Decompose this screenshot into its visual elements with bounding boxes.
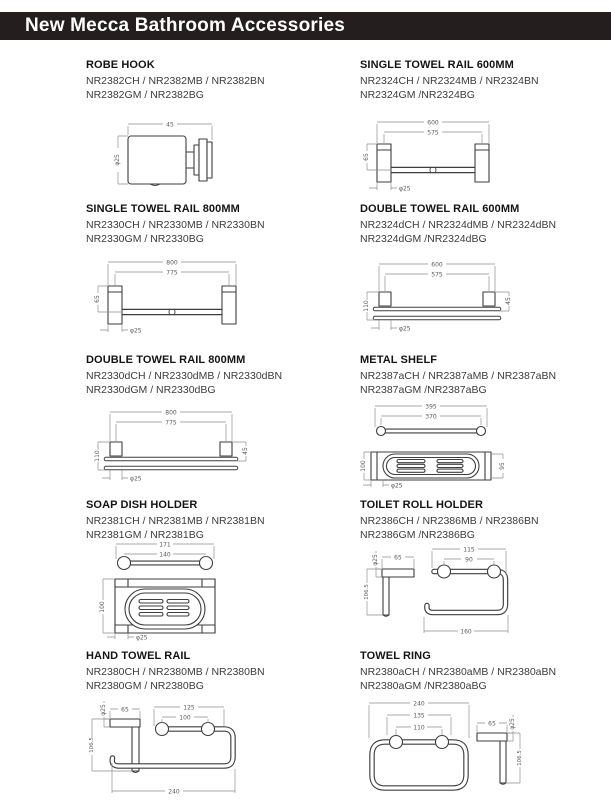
- dim-label-height: 45: [505, 297, 512, 305]
- product-codes-line1: NR2380aCH / NR2380aMB / NR2380aBN: [360, 666, 557, 678]
- product-cell-single-towel-rail-600: [360, 59, 611, 102]
- dim-label-projection: 65: [488, 720, 496, 728]
- product-codes-line1: NR2330CH / NR2330MB / NR2330BN: [86, 219, 265, 231]
- product-codes-line1: NR2330dCH / NR2330dMB / NR2330dBN: [86, 370, 283, 382]
- toilet-roll-holder-drawing: [360, 537, 512, 641]
- dim-label-diameter: φ25: [509, 718, 516, 730]
- dim-label-overall: 395: [425, 403, 437, 411]
- towel-ring-drawing: [357, 693, 525, 805]
- product-cell-towel-ring: [360, 650, 611, 693]
- product-codes-line2: NR2386GM /NR2386BG: [360, 529, 475, 541]
- double-towel-rail-800-drawing: [88, 400, 256, 492]
- dim-label-depth: 100: [360, 460, 367, 472]
- product-cell-soap-dish-holder: [86, 499, 354, 542]
- product-cell-hand-towel-rail: [86, 650, 354, 693]
- rail-linework: [375, 292, 499, 318]
- dim-label-drop: 106.5: [517, 750, 523, 766]
- dim-label-overall: 125: [183, 704, 195, 712]
- dim-label-centers: 575: [427, 129, 439, 137]
- product-codes-line2: NR2330GM / NR2330BG: [86, 233, 204, 245]
- dim-label-overall: 600: [427, 119, 439, 127]
- dim-label-height: 65: [363, 153, 370, 161]
- product-codes-line1: NR2382CH / NR2382MB / NR2382BN: [86, 75, 265, 87]
- dim-label-diameter: φ25: [372, 554, 379, 566]
- dim-label-overall: 800: [166, 259, 178, 267]
- product-title: ROBE HOOK: [86, 59, 155, 71]
- dim-label-projection: 65: [394, 554, 402, 562]
- product-codes-line2: NR2387aGM /NR2387aBG: [360, 384, 487, 396]
- single-towel-rail-800-drawing: [88, 250, 256, 342]
- product-title: SOAP DISH HOLDER: [86, 499, 198, 511]
- shelf-linework: [371, 427, 491, 481]
- dim-label-drop: 106.5: [364, 584, 370, 600]
- product-codes-line1: NR2386CH / NR2386MB / NR2386BN: [360, 515, 539, 527]
- product-title: SINGLE TOWEL RAIL 800MM: [86, 203, 240, 215]
- dim-label-outer-centers: 135: [413, 712, 425, 720]
- product-codes-line2: NR2324dGM /NR2324dBG: [360, 233, 487, 245]
- product-cell-robe-hook: [86, 59, 354, 102]
- dim-label-drop: 106.5: [89, 737, 95, 753]
- product-codes-line1: NR2387aCH / NR2387aMB / NR2387aBN: [360, 370, 557, 382]
- product-title: TOWEL RING: [360, 650, 431, 662]
- product-codes-line1: NR2324CH / NR2324MB / NR2324BN: [360, 75, 539, 87]
- product-title: HAND TOWEL RAIL: [86, 650, 191, 662]
- product-cell-metal-shelf: [360, 354, 611, 397]
- dim-label-diameter: φ25: [391, 482, 403, 490]
- product-codes-line2: NR2330dGM / NR2330dBG: [86, 384, 216, 396]
- dim-label-overall: 171: [159, 541, 171, 549]
- product-codes-line2: NR2382GM / NR2382BG: [86, 89, 204, 101]
- dim-label-overall: 800: [165, 409, 177, 417]
- rail-linework: [108, 286, 236, 324]
- dim-label-centers: 140: [159, 551, 171, 559]
- dim-label-width: 160: [460, 628, 472, 636]
- product-title: DOUBLE TOWEL RAIL 800MM: [86, 354, 246, 366]
- dim-label-diameter: φ25: [399, 185, 411, 193]
- dim-label-centers: 100: [179, 714, 191, 722]
- hand-towel-dimensions: [89, 701, 235, 796]
- towel-ring-linework: [372, 733, 507, 788]
- rail-linework: [377, 144, 489, 182]
- dim-label-diameter: φ25: [136, 634, 148, 641]
- robe-hook-drawing: [100, 112, 230, 196]
- dim-label-projection: 65: [121, 706, 129, 714]
- dim-label-diameter: φ25: [100, 704, 107, 716]
- rail-linework: [106, 442, 236, 468]
- product-codes-line1: NR2324dCH / NR2324dMB / NR2324dBN: [360, 219, 557, 231]
- dim-label-diameter: φ25: [114, 154, 121, 166]
- product-codes-line2: NR2381GM / NR2381BG: [86, 529, 204, 541]
- dim-label-centers: 775: [166, 269, 178, 277]
- product-codes-line2: NR2324GM /NR2324BG: [360, 89, 475, 101]
- dim-label-centers: 110: [413, 724, 425, 732]
- dim-label-depth: 110: [363, 300, 370, 312]
- metal-shelf-drawing: [357, 396, 515, 490]
- dim-label-centers: 575: [431, 271, 443, 279]
- dim-label-overall: 600: [431, 261, 443, 269]
- dim-label-diameter: φ25: [130, 327, 142, 335]
- header-bar: [0, 12, 611, 40]
- toilet-roll-linework: [382, 565, 506, 616]
- single-towel-rail-600-drawing: [357, 110, 509, 198]
- product-title: TOILET ROLL HOLDER: [360, 499, 484, 511]
- hand-towel-linework: [110, 719, 233, 773]
- soap-dish-holder-drawing: [95, 537, 235, 641]
- product-codes-line2: NR2380GM / NR2380BG: [86, 680, 204, 692]
- robe-hook-linework: [128, 136, 212, 186]
- product-cell-double-towel-rail-800: [86, 354, 354, 397]
- dim-label-shelf-depth: 95: [499, 462, 506, 470]
- dim-label-overall: 115: [463, 546, 475, 554]
- shelf-dimensions: [360, 403, 506, 490]
- dim-label-width: 45: [166, 121, 174, 129]
- hand-towel-rail-drawing: [84, 693, 242, 805]
- product-codes-line2: NR2380aGM /NR2380aBG: [360, 680, 487, 692]
- dim-label-centers: 775: [165, 419, 177, 427]
- dim-label-height: 65: [94, 295, 101, 303]
- product-cell-double-towel-rail-600: [360, 203, 611, 246]
- product-cell-toilet-roll-holder: [360, 499, 611, 542]
- double-towel-rail-600-drawing: [357, 252, 519, 342]
- dim-label-diameter: φ25: [130, 475, 142, 483]
- product-codes-line1: NR2381CH / NR2381MB / NR2381BN: [86, 515, 265, 527]
- product-title: SINGLE TOWEL RAIL 600MM: [360, 59, 514, 71]
- soap-dish-linework: [115, 557, 215, 634]
- dim-label-depth: 100: [99, 601, 106, 613]
- product-title: DOUBLE TOWEL RAIL 600MM: [360, 203, 520, 215]
- dim-label-overall: 240: [413, 700, 425, 708]
- dim-label-depth: 110: [94, 450, 101, 462]
- product-codes-line1: NR2380CH / NR2380MB / NR2380BN: [86, 666, 265, 678]
- dim-label-height: 45: [242, 447, 249, 455]
- dim-label-width: 240: [168, 788, 180, 796]
- dim-label-diameter: φ25: [399, 325, 411, 333]
- product-title: METAL SHELF: [360, 354, 438, 366]
- page-title: New Mecca Bathroom Accessories: [25, 15, 345, 36]
- dim-label-centers: 90: [465, 556, 473, 564]
- product-cell-single-towel-rail-800: [86, 203, 354, 246]
- dim-label-centers: 370: [425, 413, 437, 421]
